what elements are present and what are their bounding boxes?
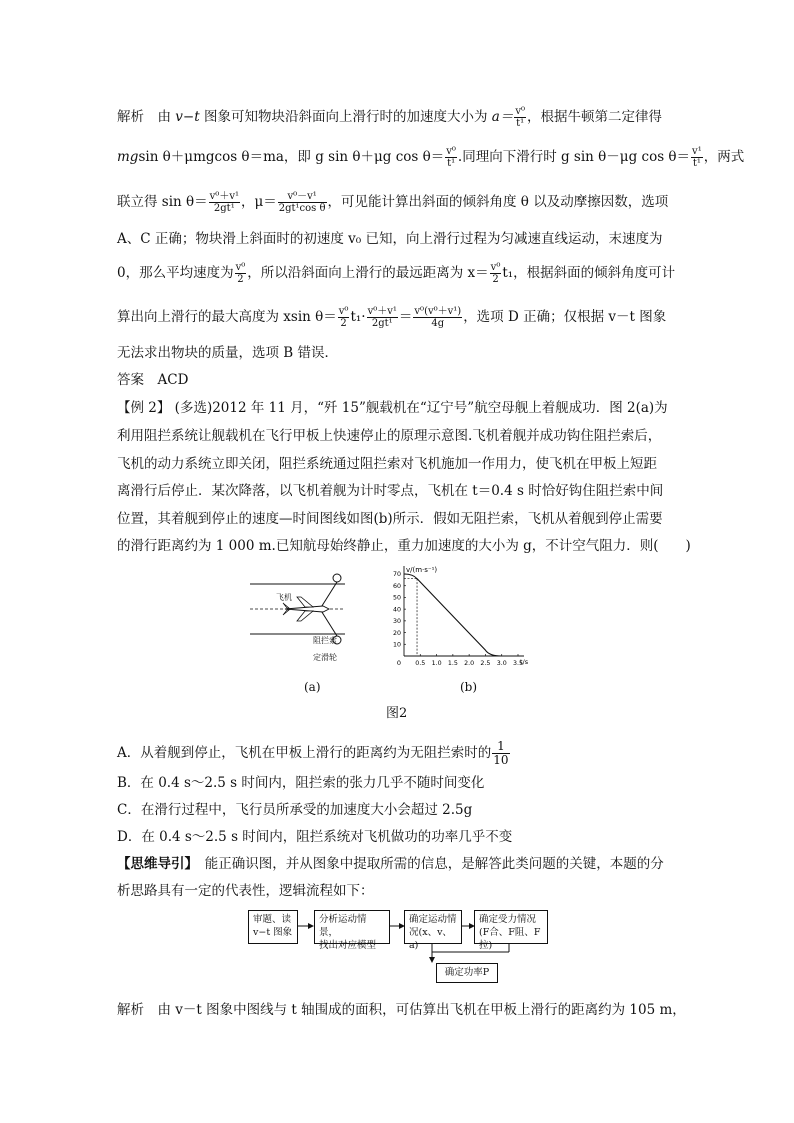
label-plane: 飞机: [276, 593, 292, 602]
flow-step-5: 确定功率P: [436, 963, 498, 983]
x-tick-label: 0.5: [415, 660, 426, 667]
x-tick-label: 3.5: [512, 660, 524, 667]
guide-line-1: 【思维导引】 能正确识图，并从图象中提取所需的信息，是解答此类问题的关键，本题的分: [117, 856, 664, 872]
example-line-1: 【例 2】 (多选)2012 年 11 月，“歼 15”舰载机在“辽宁号”航空母舰上着舰成功．图 2(a)为: [117, 400, 668, 416]
flow-step-2: 分析运动情景， 找出对应模型: [314, 910, 390, 944]
flow-step-4: 确定受力情况 (F合、F阻、F拉): [474, 910, 548, 944]
y-tick-label: 40: [392, 606, 401, 614]
guide-line-2: 析思路具有一定的代表性，逻辑流程如下：: [117, 883, 374, 899]
velocity-series-line: [404, 574, 511, 656]
option-c: C．在滑行过程中，飞行员所承受的加速度大小会超过 2.5g: [117, 802, 473, 818]
solution-line-1: 解析 由 v−t 图象可知物块沿斜面向上滑行时的加速度大小为 a＝ $\frac{\text{v⁰}}{\text{t¹}}$ ，根据牛顿第二定律得: [117, 106, 662, 129]
option-d: D．在 0.4 s～2.5 s 时间内，阻拦系统对飞机做功的功率几乎不变: [117, 829, 513, 845]
solution-line-2: mgsin θ＋μmgcos θ＝ma，即 g sin θ＋μg cos θ＝ $\frac{\text{v⁰}}{\text{t¹}}$ .同理向下滑行时 g sin θ－μg cos θ＝ $\frac{\text{v¹}}{\text{t¹}}$ ，两式: [117, 146, 745, 169]
answer-line: 答案 ACD: [117, 372, 189, 388]
example-line-3: 飞机的动力系统立即关闭，阻拦系统通过阻拦索对飞机施加一作用力，使飞机在甲板上短距: [117, 456, 657, 472]
example-line-2: 利用阻拦系统让舰载机在飞行甲板上快速停止的原理示意图.飞机着舰并成功钩住阻拦索后，: [117, 428, 662, 444]
figure-caption: 图2: [386, 706, 408, 721]
x-tick-label: 2.5: [480, 660, 491, 667]
solution-line-3: 联立得 sin θ＝ $\frac{\text{v⁰＋v¹}}{\text{2gt¹}}$ ，μ＝ $\frac{\text{v⁰－v¹}}{\text{2gt¹cos θ}}$ ，可见能计算出斜面的倾斜角度 θ 以及动摩擦因数，选项: [117, 191, 669, 214]
caption-a: (a): [304, 680, 321, 694]
y-tick-label: 30: [392, 618, 401, 626]
analysis-line: 解析 由 v－t 图象中图线与 t 轴围成的面积，可估算出飞机在甲板上滑行的距离约为 105 m，: [117, 1002, 686, 1018]
label-cable: 阻拦索: [313, 636, 337, 645]
figure-a-diagram: [245, 562, 355, 672]
x-tick-label: 1.0: [431, 660, 442, 667]
vt-chart: [368, 560, 528, 670]
y-tick-label: 10: [392, 641, 401, 649]
caption-b: (b): [460, 680, 478, 694]
option-a: A．从着舰到停止，飞机在甲板上滑行的距离约为无阻拦索时的 $\frac{1}{10}$: [117, 739, 509, 767]
x-tick-label: 1.5: [447, 660, 458, 667]
label-pulley: 定滑轮: [313, 653, 337, 662]
y-tick-label: 20: [392, 629, 401, 637]
example-line-6: 的滑行距离约为 1 000 m.已知航母始终静止，重力加速度的大小为 g，不计空气阻力．则( ): [117, 538, 691, 554]
x-axis-label: t/s: [520, 658, 528, 666]
y-tick-label: 70: [392, 571, 401, 579]
flow-step-3: 确定运动情 况(x、v、a): [404, 910, 462, 944]
y-axis-label: v/(m·s⁻¹): [406, 566, 438, 574]
flow-step-1: 审题、读 v−t 图象: [248, 910, 298, 944]
solution-line-6: 算出向上滑行的最大高度为 xsin θ＝ $\frac{\text{v⁰}}{2}$ t₁· $\frac{\text{v⁰＋v¹}}{\text{2gt¹}}$ ＝ $\frac{\text{v⁰(v⁰＋v¹)}}{4g}$ ，选项 D 正确；仅根据 v－t 图象: [117, 306, 667, 329]
origin-label: 0: [396, 659, 401, 667]
option-b: B．在 0.4 s～2.5 s 时间内，阻拦索的张力几乎不随时间变化: [117, 775, 485, 791]
solution-line-4: A、C 正确；物块滑上斜面时的初速度 v₀ 已知，向上滑行过程为匀减速直线运动，末速度为: [117, 231, 663, 247]
y-tick-label: 50: [392, 594, 401, 602]
solution-line-7: 无法求出物块的质量，选项 B 错误．: [117, 345, 339, 361]
x-tick-label: 3.0: [496, 660, 507, 667]
example-line-5: 位置，其着舰到停止的速度—时间图线如图(b)所示．假如无阻拦索，飞机从着舰到停止需要: [117, 511, 663, 527]
example-line-4: 离滑行后停止．某次降落，以飞机着舰为计时零点，飞机在 t＝0.4 s 时恰好钩住阻拦索中间: [117, 483, 664, 499]
x-tick-label: 2.0: [464, 660, 475, 667]
solution-line-5: 0，那么平均速度为 $\frac{\text{v⁰}}{2}$ ，所以沿斜面向上滑行的最远距离为 x＝ $\frac{\text{v⁰}}{2}$ t₁，根据斜面的倾斜角度可计: [117, 262, 676, 285]
y-tick-label: 60: [392, 582, 401, 590]
